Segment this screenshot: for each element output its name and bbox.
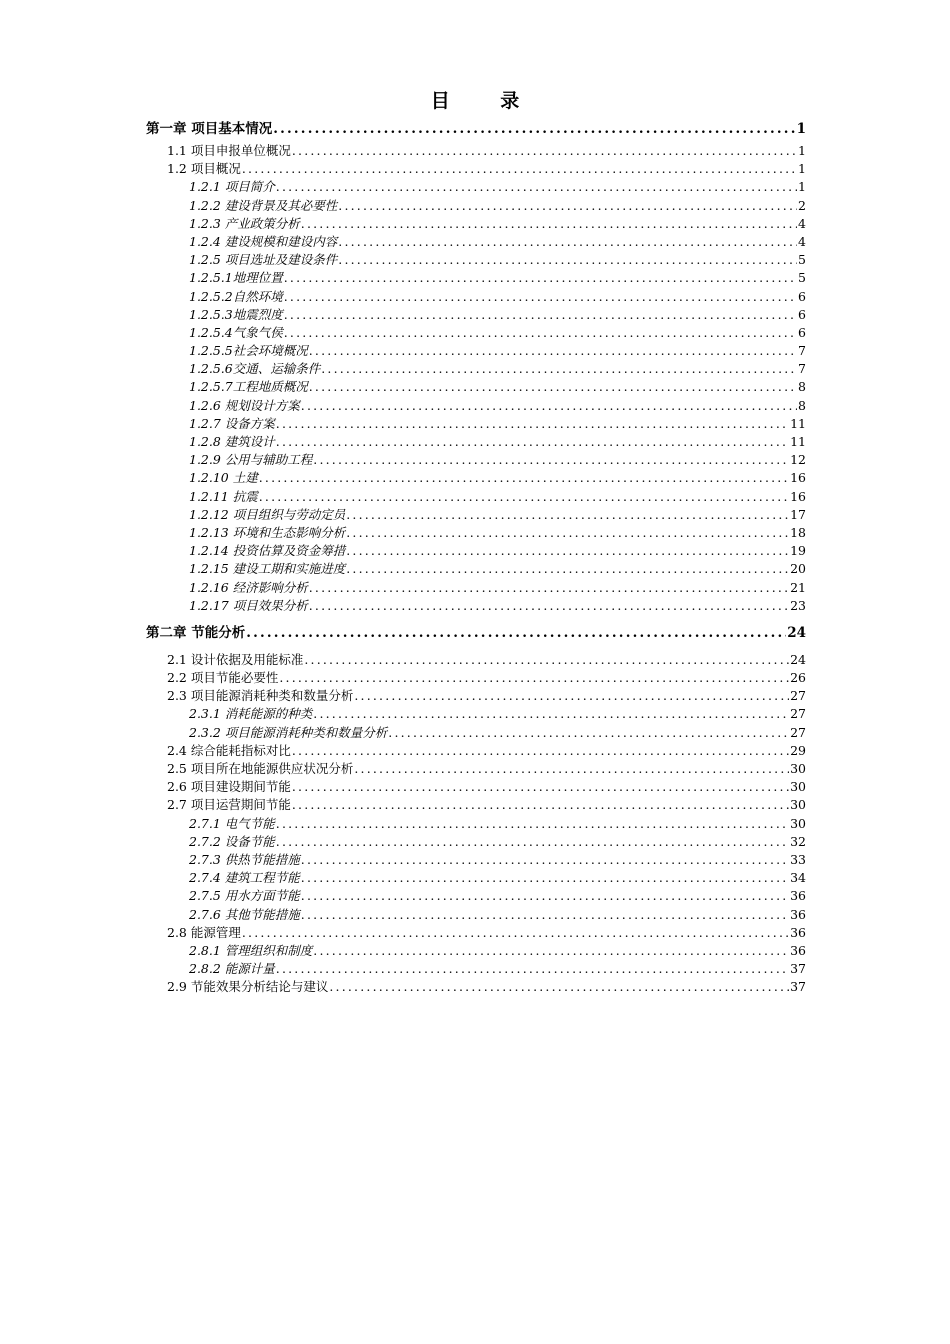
dot-leader — [301, 851, 789, 869]
toc-page-number: 5 — [798, 270, 806, 286]
toc-label: 1.2.5.1地理位置 — [189, 270, 283, 286]
dot-leader — [276, 833, 789, 851]
toc-page-number: 37 — [790, 979, 806, 995]
toc-entry[interactable] — [146, 378, 806, 396]
toc-label: 1.2.15 建设工期和实施进度 — [189, 561, 346, 577]
dot-leader — [246, 624, 786, 642]
toc-page-number: 2 — [798, 197, 806, 213]
dot-leader — [284, 306, 797, 324]
toc-chapter-2[interactable] — [146, 624, 806, 642]
dot-leader — [259, 488, 789, 506]
toc-page-number: 1 — [798, 179, 806, 195]
toc-page-number: 4 — [798, 215, 806, 231]
toc-label: 1.2.5.3地震烈度 — [189, 306, 283, 322]
toc-page-number: 5 — [798, 252, 806, 268]
toc-entry[interactable] — [146, 469, 806, 487]
dot-leader — [292, 142, 797, 160]
toc-page-number: 36 — [790, 906, 806, 922]
toc-entry[interactable] — [146, 760, 806, 778]
toc-label: 2.5 项目所在地能源供应状况分析 — [167, 761, 354, 776]
dot-leader — [276, 415, 789, 433]
dot-leader — [329, 978, 789, 996]
toc-entry[interactable] — [146, 869, 806, 887]
toc-page-number: 17 — [790, 506, 806, 522]
dot-leader — [242, 160, 797, 178]
toc-page-number: 6 — [798, 306, 806, 322]
dot-leader — [279, 669, 789, 687]
toc-page-number: 24 — [790, 651, 806, 667]
toc-label: 1.2.5.4气象气侯 — [189, 324, 283, 340]
toc-label: 2.7.4 建筑工程节能 — [189, 870, 300, 886]
toc-page-number: 33 — [790, 851, 806, 867]
dot-leader — [313, 942, 789, 960]
toc-entry[interactable] — [146, 215, 806, 233]
dot-leader — [346, 524, 789, 542]
toc-entry[interactable] — [146, 851, 806, 869]
toc-label: 2.9 节能效果分析结论与建议 — [167, 979, 329, 995]
table-of-contents — [146, 120, 806, 996]
toc-page-number: 20 — [790, 561, 806, 577]
toc-page-number: 8 — [798, 379, 806, 395]
toc-label: 1.2.13 环境和生态影响分析 — [189, 524, 346, 540]
toc-page-number: 6 — [798, 324, 806, 340]
toc-page-number: 30 — [790, 761, 806, 776]
toc-entry[interactable] — [146, 579, 806, 597]
dot-leader — [301, 887, 789, 905]
page-title: 目 录 — [430, 90, 542, 112]
toc-label: 1.2.3 产业政策分析 — [189, 215, 300, 231]
dot-leader — [309, 342, 797, 360]
toc-page-number: 27 — [790, 688, 806, 704]
dot-leader — [276, 815, 789, 833]
dot-leader — [259, 469, 789, 487]
toc-page-number: 30 — [790, 815, 806, 831]
toc-entry[interactable] — [146, 978, 806, 996]
toc-chapter-1[interactable] — [146, 120, 806, 138]
toc-entry[interactable] — [146, 342, 806, 360]
toc-page-number: 27 — [790, 724, 806, 740]
toc-page-number: 24 — [787, 624, 806, 641]
toc-entry[interactable] — [146, 397, 806, 415]
toc-entry[interactable] — [146, 560, 806, 578]
dot-leader — [284, 269, 797, 287]
toc-page-number: 18 — [790, 524, 806, 540]
toc-label: 2.3 项目能源消耗种类和数量分析 — [167, 688, 354, 704]
dot-leader — [354, 687, 789, 705]
toc-label: 1.1 项目申报单位概况 — [167, 143, 291, 158]
toc-entry[interactable] — [146, 251, 806, 269]
toc-label: 1.2.4 建设规模和建设内容 — [189, 233, 338, 249]
toc-entry[interactable] — [146, 542, 806, 560]
toc-entry[interactable] — [146, 415, 806, 433]
toc-entry[interactable] — [146, 742, 806, 760]
toc-label: 2.7.6 其他节能措施 — [189, 906, 300, 922]
toc-label: 1.2.8 建筑设计 — [189, 434, 275, 449]
toc-label: 第二章 节能分析 — [146, 624, 246, 641]
toc-entry[interactable] — [146, 815, 806, 833]
toc-page-number: 1 — [796, 121, 806, 137]
toc-entry[interactable] — [146, 360, 806, 378]
dot-leader — [309, 597, 789, 615]
dot-leader — [321, 360, 797, 378]
dot-leader — [292, 778, 789, 796]
dot-leader — [273, 120, 795, 138]
toc-entry[interactable] — [146, 924, 806, 942]
toc-label: 2.2 项目节能必要性 — [167, 670, 279, 686]
toc-label: 1.2.5.7工程地质概况 — [189, 379, 308, 395]
toc-entry[interactable] — [146, 433, 806, 451]
toc-label: 2.7.2 设备节能 — [189, 833, 275, 849]
toc-entry[interactable] — [146, 960, 806, 978]
toc-page-number: 29 — [790, 742, 806, 758]
toc-label: 1.2.1 项目简介 — [189, 179, 275, 195]
toc-page-number: 37 — [790, 961, 806, 977]
toc-entry[interactable] — [146, 833, 806, 851]
toc-label: 1.2.5.5社会环境概况 — [189, 343, 308, 359]
toc-entry[interactable] — [146, 942, 806, 960]
toc-page-number: 7 — [798, 343, 806, 359]
toc-label: 1.2.12 项目组织与劳动定员 — [189, 506, 346, 522]
toc-entry[interactable] — [146, 306, 806, 324]
toc-entry[interactable] — [146, 597, 806, 615]
toc-page-number: 23 — [790, 597, 806, 613]
dot-leader — [309, 378, 797, 396]
toc-page-number: 34 — [790, 870, 806, 886]
toc-entry[interactable] — [146, 524, 806, 542]
toc-label: 2.3.2 项目能源消耗种类和数量分析 — [189, 724, 388, 740]
toc-label: 1.2.10 土建 — [189, 470, 258, 486]
toc-label: 1.2.5.2自然环境 — [189, 288, 283, 304]
toc-page-number: 36 — [790, 924, 806, 940]
dot-leader — [304, 651, 789, 669]
toc-page-number: 12 — [790, 452, 806, 468]
toc-label: 2.7 项目运营期间节能 — [167, 797, 291, 813]
toc-page-number: 36 — [790, 942, 806, 958]
dot-leader — [276, 960, 789, 978]
dot-leader — [346, 542, 789, 560]
dot-leader — [338, 251, 797, 269]
toc-entry[interactable] — [146, 178, 806, 196]
toc-page-number: 21 — [790, 579, 806, 595]
dot-leader — [276, 433, 789, 451]
toc-label: 2.7.5 用水方面节能 — [189, 888, 300, 904]
toc-page-number: 16 — [790, 488, 806, 504]
toc-page-number: 32 — [790, 833, 806, 849]
toc-label: 1.2.7 设备方案 — [189, 415, 275, 431]
toc-entry[interactable] — [146, 724, 806, 742]
toc-page-number: 8 — [798, 397, 806, 413]
toc-label: 2.6 项目建设期间节能 — [167, 779, 291, 795]
toc-page-number: 16 — [790, 470, 806, 486]
dot-leader — [301, 906, 789, 924]
dot-leader — [388, 724, 789, 742]
toc-entry[interactable] — [146, 778, 806, 796]
toc-page-number: 6 — [798, 288, 806, 304]
toc-entry[interactable] — [146, 687, 806, 705]
toc-entry[interactable] — [146, 488, 806, 506]
dot-leader — [242, 924, 789, 942]
dot-leader — [292, 796, 789, 814]
toc-label: 1.2.6 规划设计方案 — [189, 397, 300, 413]
toc-label: 2.1 设计依据及用能标准 — [167, 651, 304, 667]
toc-page-number: 1 — [798, 143, 806, 158]
dot-leader — [346, 506, 789, 524]
toc-label: 1.2.9 公用与辅助工程 — [189, 452, 313, 468]
dot-leader — [301, 397, 797, 415]
toc-label: 2.4 综合能耗指标对比 — [167, 742, 291, 758]
toc-page-number: 4 — [798, 233, 806, 249]
dot-leader — [309, 579, 789, 597]
dot-leader — [338, 233, 797, 251]
toc-page-number: 26 — [790, 670, 806, 686]
toc-page-number: 30 — [790, 779, 806, 795]
toc-page-number: 30 — [790, 797, 806, 813]
toc-label: 1.2 项目概况 — [167, 161, 241, 177]
toc-page-number: 7 — [798, 361, 806, 377]
toc-entry[interactable] — [146, 451, 806, 469]
dot-leader — [292, 742, 789, 760]
toc-label: 2.8 能源管理 — [167, 924, 241, 940]
toc-label: 2.7.1 电气节能 — [189, 815, 275, 831]
toc-entry[interactable] — [146, 705, 806, 723]
toc-page-number: 11 — [790, 434, 806, 449]
toc-entry[interactable] — [146, 160, 806, 178]
dot-leader — [313, 705, 789, 723]
toc-label: 1.2.5.6交通、运输条件 — [189, 361, 321, 377]
toc-page-number: 27 — [790, 706, 806, 722]
toc-entry[interactable] — [146, 887, 806, 905]
toc-entry[interactable] — [146, 233, 806, 251]
toc-entry[interactable] — [146, 906, 806, 924]
dot-leader — [301, 215, 797, 233]
toc-page-number: 19 — [790, 543, 806, 559]
toc-label: 2.3.1 消耗能源的种类 — [189, 706, 313, 722]
toc-page-number: 36 — [790, 888, 806, 904]
toc-entry[interactable] — [146, 142, 806, 160]
dot-leader — [313, 451, 789, 469]
toc-page-number: 11 — [790, 415, 806, 431]
toc-label: 1.2.14 投资估算及资金筹措 — [189, 543, 346, 559]
toc-entry[interactable] — [146, 197, 806, 215]
toc-label: 2.8.1 管理组织和制度 — [189, 942, 313, 958]
dot-leader — [301, 869, 789, 887]
toc-label: 2.7.3 供热节能措施 — [189, 851, 300, 867]
toc-entry[interactable] — [146, 269, 806, 287]
toc-label: 1.2.16 经济影响分析 — [189, 579, 308, 595]
toc-entry[interactable] — [146, 506, 806, 524]
dot-leader — [338, 197, 797, 215]
toc-entry[interactable] — [146, 288, 806, 306]
toc-label: 1.2.5 项目选址及建设条件 — [189, 252, 338, 268]
dot-leader — [354, 760, 789, 778]
toc-label: 1.2.2 建设背景及其必要性 — [189, 197, 338, 213]
toc-label: 1.2.17 项目效果分析 — [189, 597, 308, 613]
toc-entry[interactable] — [146, 651, 806, 669]
dot-leader — [284, 324, 797, 342]
toc-label: 第一章 项目基本情况 — [146, 121, 273, 137]
dot-leader — [276, 178, 797, 196]
dot-leader — [284, 288, 797, 306]
toc-entry[interactable] — [146, 324, 806, 342]
toc-entry[interactable] — [146, 669, 806, 687]
toc-label: 1.2.11 抗震 — [189, 488, 258, 504]
toc-label: 2.8.2 能源计量 — [189, 961, 275, 977]
dot-leader — [346, 560, 789, 578]
toc-entry[interactable] — [146, 796, 806, 814]
toc-page-number: 1 — [798, 161, 806, 177]
